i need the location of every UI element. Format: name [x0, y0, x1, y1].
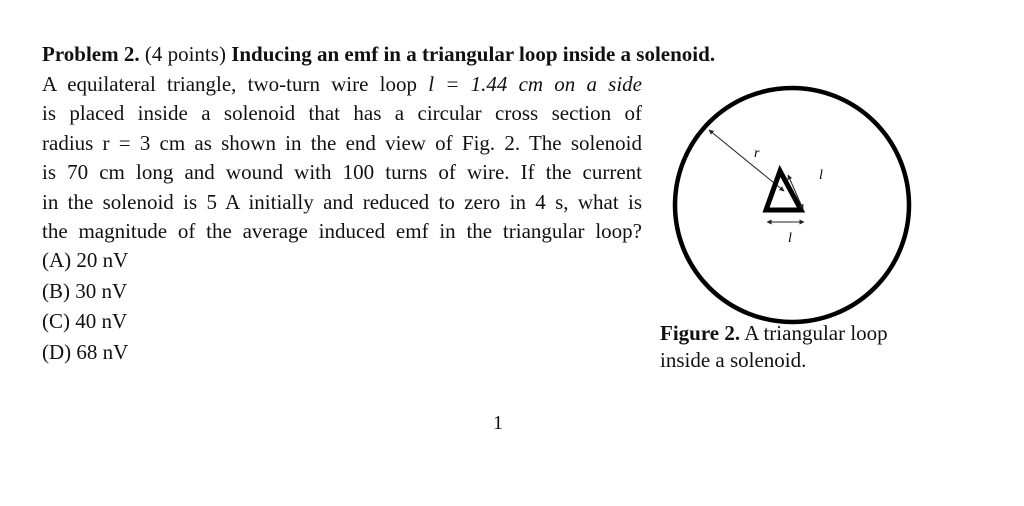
radius-arrow [709, 130, 784, 191]
body-line: is 70 cm long and wound with 100 turns of wire. If the current [42, 160, 642, 184]
problem-header: Problem 2. (4 points) Inducing an emf in a triangular loop inside a solenoid. [42, 42, 716, 66]
side-length-label: l [819, 168, 823, 183]
base-length-label: l [788, 231, 792, 246]
radius-label: r [754, 146, 760, 161]
solenoid-cross-section [675, 88, 909, 322]
body-line: in the solenoid is 5 A initially and reduced to zero in 4 s, what is [42, 189, 642, 214]
choice-a: (A) 20 nV [42, 248, 129, 272]
choice-b: (B) 30 nV [42, 278, 128, 303]
choice-d: (D) 68 nV [42, 339, 129, 364]
body-line: A equilateral triangle, two-turn wire loop l = 1.44 cm on a side [42, 71, 642, 96]
solenoid-figure [672, 85, 912, 325]
body-line: the magnitude of the average induced emf in the triangular loop? [42, 219, 642, 243]
page-number: 1 [493, 412, 503, 434]
answer-choices [42, 245, 128, 367]
body-line: is placed inside a solenoid that has a circular cross section of [42, 101, 642, 125]
problem-title: Inducing an emf in a triangular loop inside a solenoid. [231, 42, 716, 66]
caption-label: Figure 2. [660, 321, 741, 345]
choice-c: (C) 40 nV [42, 309, 128, 333]
figure-caption: Figure 2. A triangular loop inside a solenoid. [660, 321, 888, 372]
problem-points: (4 points) [144, 42, 226, 66]
problem-label: Problem 2 [42, 42, 135, 66]
body-line: radius r = 3 cm as shown in the end view of Fig. 2. The solenoid [42, 130, 642, 155]
